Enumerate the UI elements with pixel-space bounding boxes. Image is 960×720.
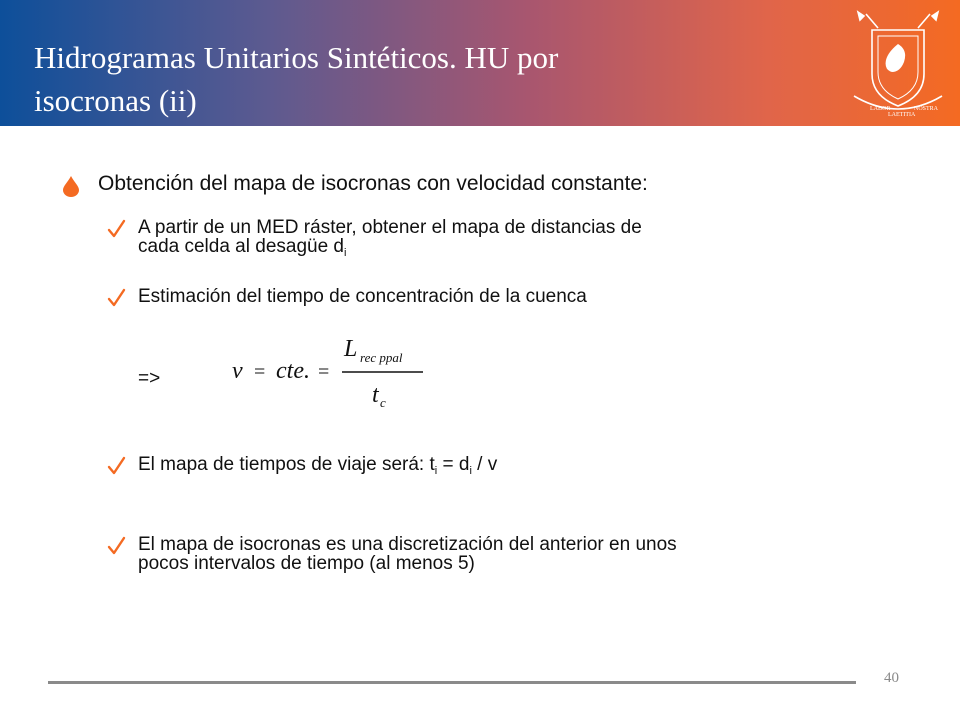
list-item-text: Estimación del tiempo de concentración de la cuenca xyxy=(138,286,587,307)
checkmark-bullet-icon xyxy=(106,456,126,476)
formula-numerator-L: L xyxy=(344,336,358,362)
slide-title-line2: isocronas (ii) xyxy=(34,83,197,118)
travel-time-pre: El mapa de tiempos de viaje será: t xyxy=(138,454,435,475)
formula-v: v xyxy=(232,358,243,384)
crest-motto-3: NOSTRA xyxy=(914,106,939,112)
checkmark-bullet-icon xyxy=(106,219,126,239)
list-item-line2: pocos intervalos de tiempo (al menos 5) xyxy=(138,553,475,574)
main-bullet-text: Obtención del mapa de isocronas con velocidad constante: xyxy=(98,172,648,195)
subscript-i: i xyxy=(469,465,472,477)
formula-denominator-subscript: c xyxy=(380,395,386,410)
formula-equals-1: = xyxy=(254,361,266,383)
checkmark-bullet-icon xyxy=(106,536,126,556)
list-item-line1: El mapa de isocronas es una discretización del anterior en unos xyxy=(138,534,677,555)
subscript-i: i xyxy=(434,465,438,477)
list-item-text xyxy=(138,218,642,263)
list-item-text xyxy=(138,455,497,481)
drop-bullet-icon xyxy=(62,175,80,197)
footer-divider xyxy=(48,681,856,684)
travel-time-post: / v xyxy=(471,454,498,475)
travel-time-mid: = d xyxy=(437,454,470,475)
subscript-i: i xyxy=(344,247,347,259)
implication-arrow: => xyxy=(138,368,161,389)
title-banner xyxy=(0,0,960,126)
velocity-formula xyxy=(228,332,438,412)
crest-motto-2: LAETITIA xyxy=(888,112,916,118)
list-item-line2 xyxy=(138,237,642,263)
formula-denominator-t: t xyxy=(372,382,379,408)
page-number: 40 xyxy=(884,670,899,686)
list-item-text xyxy=(138,535,677,573)
formula-cte: cte. xyxy=(276,358,310,384)
slide-title-line1: Hidrogramas Unitarios Sintéticos. HU por xyxy=(34,40,559,75)
crest-motto-1: LABOR xyxy=(870,106,891,112)
formula-equals-2: = xyxy=(318,361,330,383)
university-crest-logo xyxy=(848,4,948,124)
slide-title xyxy=(34,36,794,122)
formula-numerator-subscript: rec ppal xyxy=(360,350,403,365)
list-item-line1: A partir de un MED ráster, obtener el mapa de distancias de xyxy=(138,217,642,238)
list-item-line2-text: cada celda al desagüe d xyxy=(138,236,344,257)
checkmark-bullet-icon xyxy=(106,288,126,308)
